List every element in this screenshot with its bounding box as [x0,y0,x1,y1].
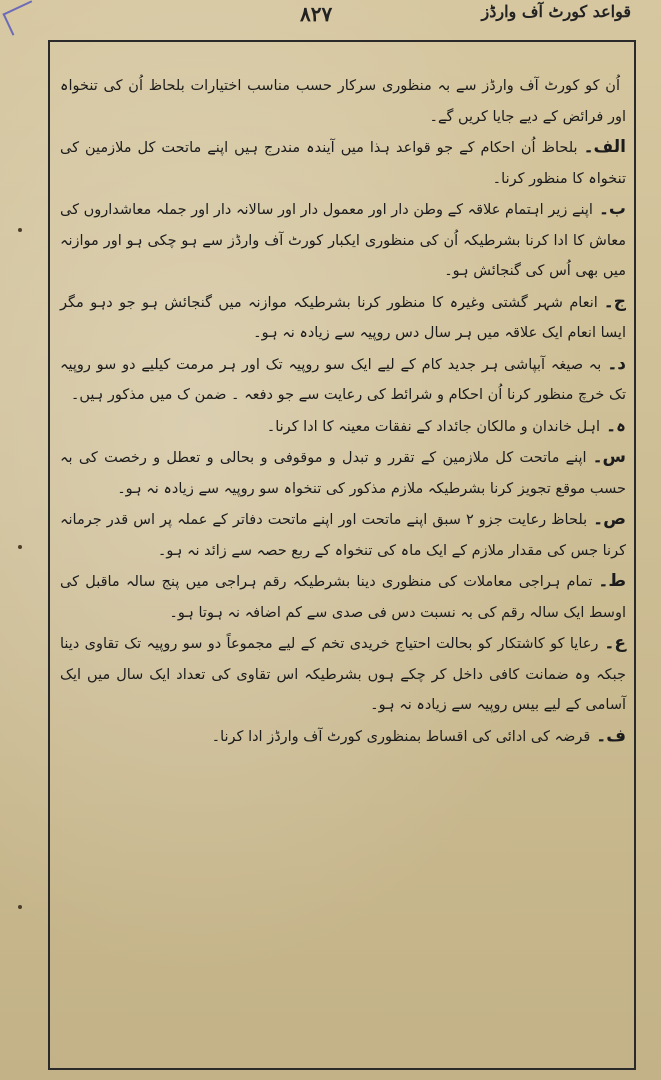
paragraph [60,70,626,132]
clause-text: اہل خاندان و مالکان جائداد کے نفقات معینہ کا ادا کرنا۔ [266,418,601,435]
clause-label: ط۔ [598,571,626,591]
clause-label: الف۔ [583,137,626,157]
paragraph [60,194,626,287]
page-number: ۸۲۷ [300,2,333,26]
clause-label: ف۔ [596,725,626,746]
running-head: قواعد کورٹ آف وارڈز [481,2,631,21]
clause-text: بلحاظ اُن احکام کے جو قواعد ہذا میں آیندہ مندرج ہیں اپنے ماتحت کل ملازمین کی تنخواہ کا منظور کرنا۔ [60,140,626,187]
pen-mark [2,0,41,35]
paragraph [60,442,626,504]
punch-hole-mark [18,228,22,232]
clause-text: اپنے زیر اہتمام علاقہ کے وطن دار اور معمول دار اور سالانہ دار اور جملہ معاشداروں کی معاش کا ادا کرنا بشرطیکہ اُن کی منظوری ایکبار کورٹ آف وارڈز سے ہو چکی ہو اور موازنہ میں بھی اُس کی گنجائش ہو۔ [60,202,626,279]
clause-text: بلحاظ رعایت جزو ۲ سبق اپنے ماتحت اور اپنے ماتحت دفاتر کے عملہ پر اس قدر جرمانہ کرنا جس کی مقدار ملازم کے ایک ماہ کی تنخواہ کے ربع حصہ سے زائد نہ ہو۔ [60,512,626,559]
clause-label: د۔ [607,353,626,374]
clause-text: اُن کو کورٹ آف وارڈز سے بہ منظوری سرکار حسب مناسب اختیارات بلحاظ اُن کی تنخواہ اور فرائض کے دیے جایا کریں گے۔ [60,78,626,125]
clause-text: قرضہ کی ادائی کی اقساط بمنظوری کورٹ آف وارڈز ادا کرنا۔ [211,728,591,745]
paragraph [60,349,626,411]
clause-label: ب۔ [598,199,626,219]
punch-hole-mark [18,545,22,549]
clause-text: بہ صیغہ آبپاشی ہر جدید کام کے لیے ایک سو روپیہ تک اور ہر مرمت کیلیے دو سو روپیہ تک خرچ منظور کرنا اُن احکام و شرائط کی رعایت سے جو دفعہ ۔ ضمن ک میں مذکور ہیں۔ [60,356,626,403]
clause-text: انعام شہر گشتی وغیرہ کا منظور کرنا بشرطیکہ موازنہ میں گنجائش ہو جو دہو مگر ایسا انعام ایک علاقہ میں ہر سال دس روپیہ سے زیادہ نہ ہو۔ [60,294,626,341]
clause-label: ص۔ [593,509,626,529]
clause-text: رعایا کو کاشتکار کو بحالت احتیاج خریدی تخم کے لیے مجموعاً دو سو روپیہ تک تقاوی دینا جبکہ وہ ضمانت کافی داخل کر چکے ہوں بشرطیکہ اس تقاوی کی تعداد ایک سال میں ایک آسامی کے لیے بیس روپیہ سے زیادہ نہ ہو۔ [60,636,626,713]
paragraph [60,721,626,753]
clause-label: ع۔ [604,633,626,653]
clause-text: اپنے ماتحت کل ملازمین کے تقرر و تبدل و موقوفی و بحالی و تعطل و رخصت کی بہ حسب موقع تجویز کرنا بشرطیکہ ملازم مذکور کی تنخواہ سو روپیہ سے زیادہ نہ ہو۔ [60,450,626,497]
punch-hole-mark [18,905,22,909]
clause-label: ج۔ [603,291,626,312]
paragraph [60,628,626,721]
clause-text: تمام ہراجی معاملات کی منظوری دینا بشرطیکہ رقم ہراجی میں پنج سالہ ماقبل کی اوسط ایک سالہ رقم کی بہ نسبت دس فی صدی سے کم اضافہ نہ ہوتا ہو۔ [60,574,626,621]
paragraph [60,287,626,349]
clause-label: س۔ [592,447,626,467]
document-body [60,70,626,1060]
paragraph [60,411,626,443]
paragraph [60,132,626,194]
clause-label: ہ۔ [606,415,626,436]
paragraph [60,566,626,628]
paragraph [60,504,626,566]
